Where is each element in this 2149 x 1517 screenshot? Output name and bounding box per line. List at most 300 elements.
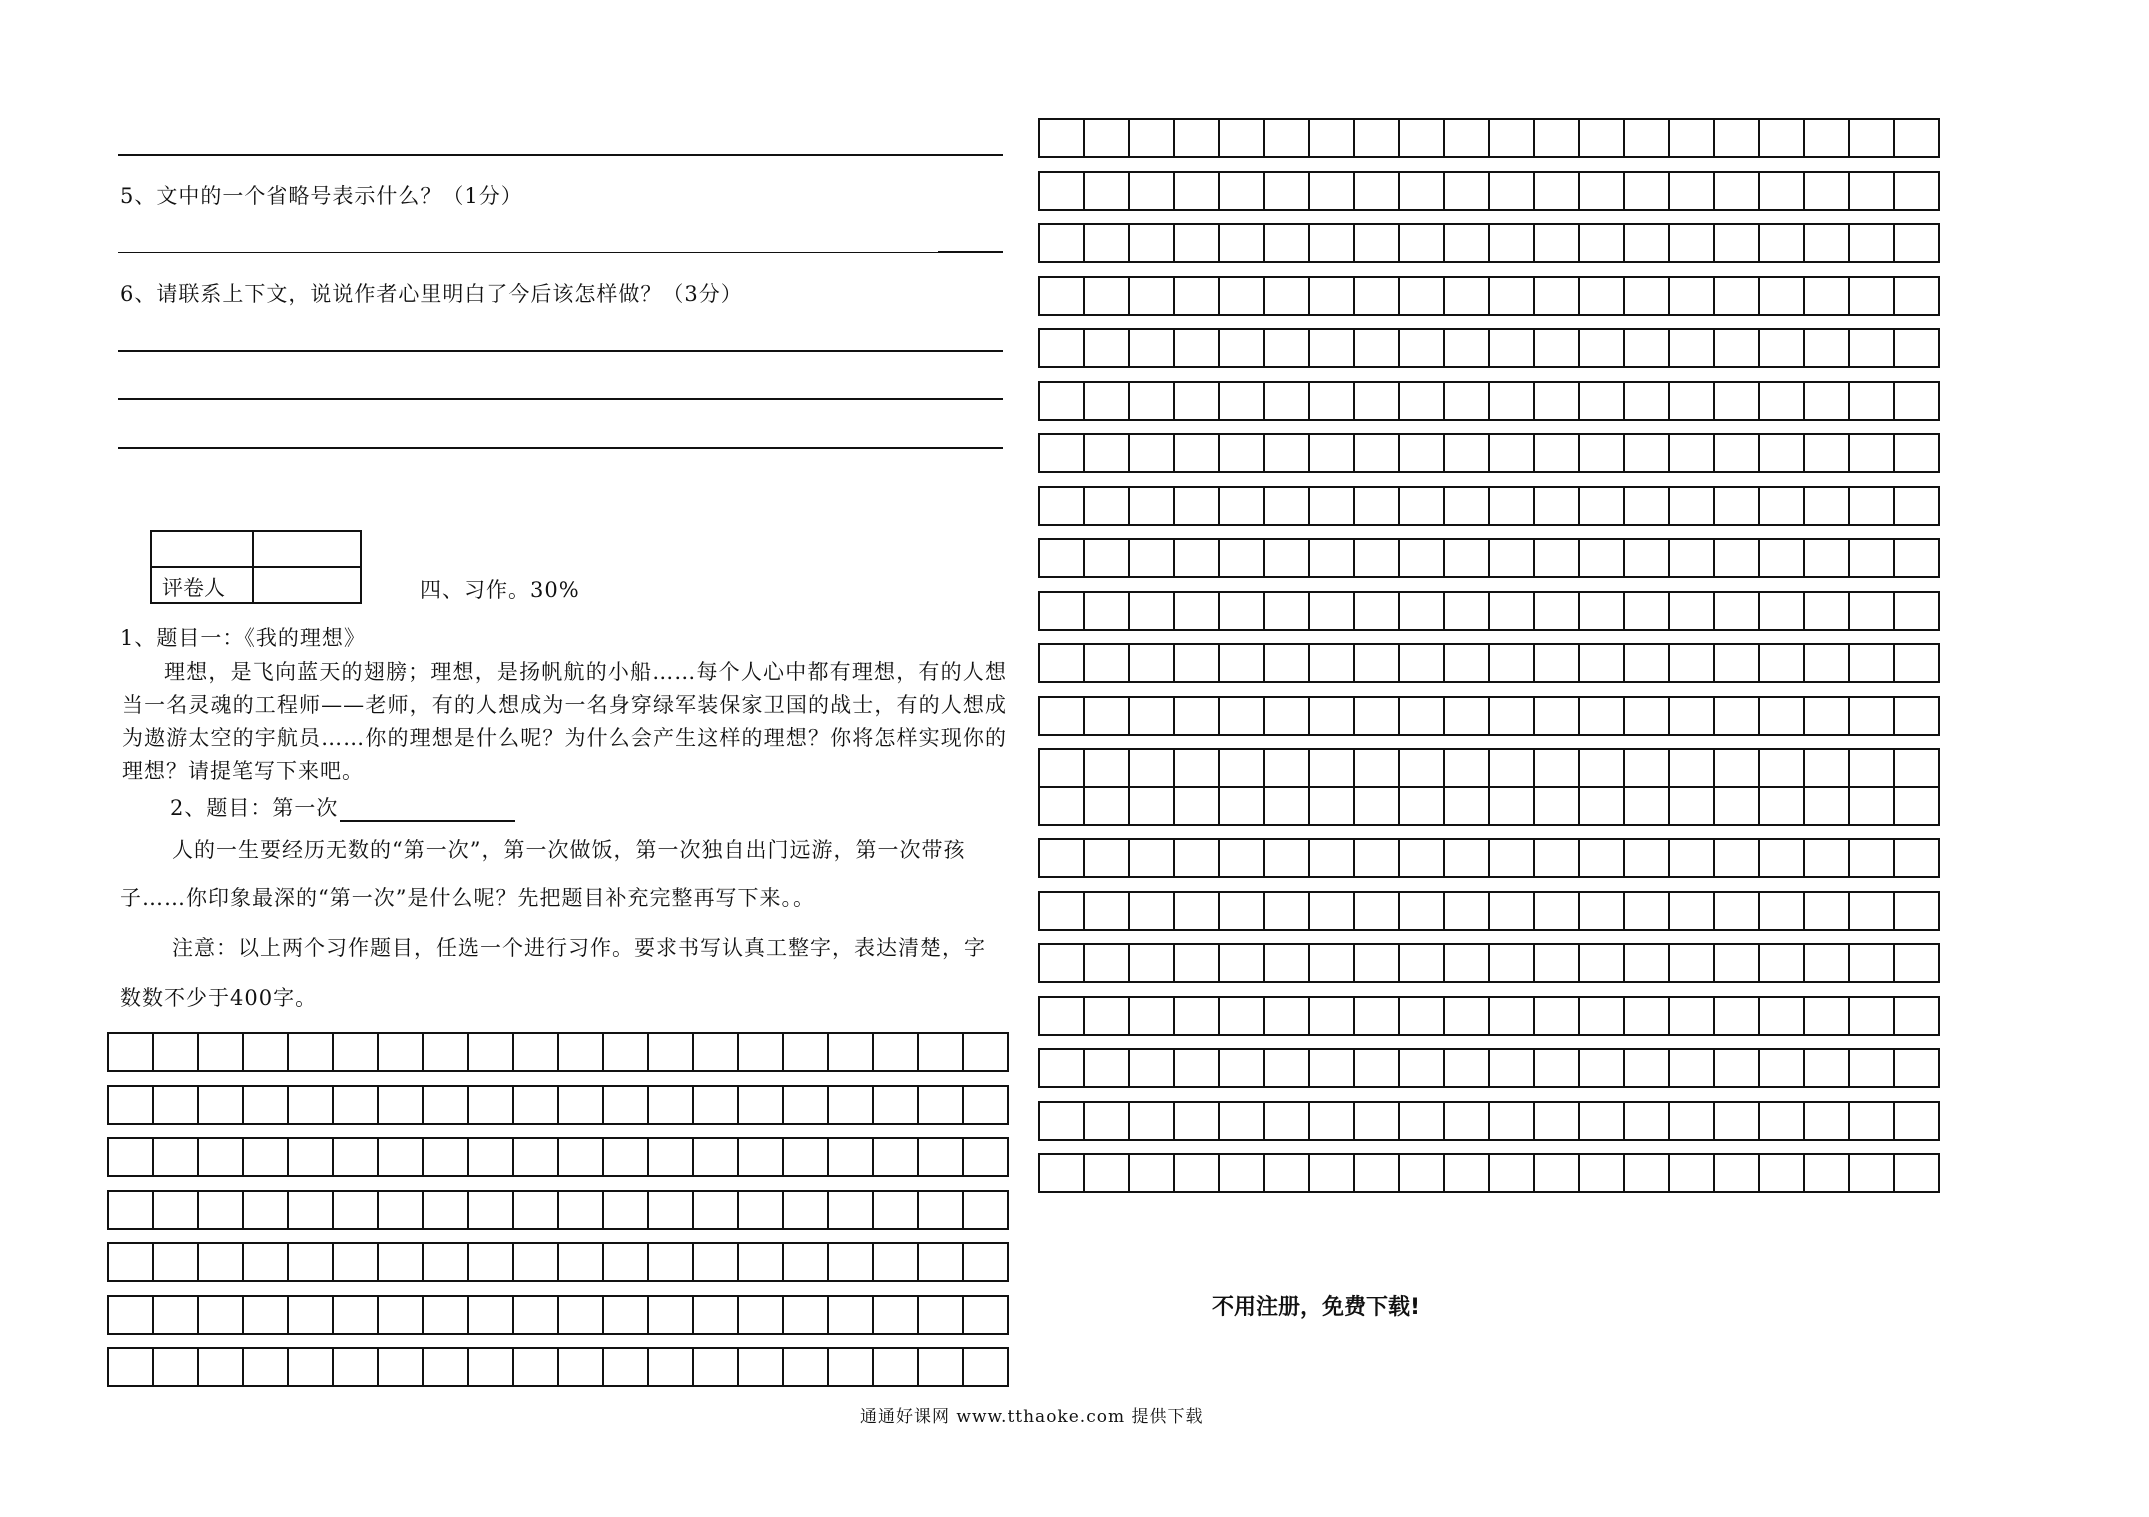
grid-cell[interactable] — [379, 1139, 424, 1177]
grid-cell[interactable] — [1040, 120, 1085, 158]
grid-cell[interactable] — [469, 1034, 514, 1072]
grid-cell[interactable] — [1085, 698, 1130, 736]
grid-cell[interactable] — [1040, 1103, 1085, 1141]
grid-cell[interactable] — [1670, 788, 1715, 826]
topic2-blank[interactable] — [340, 798, 515, 822]
grid-cell[interactable] — [649, 1034, 694, 1072]
grid-cell[interactable] — [1355, 225, 1400, 263]
grid-cell[interactable] — [1715, 225, 1760, 263]
grid-cell[interactable] — [1220, 893, 1265, 931]
grid-cell[interactable] — [1490, 1050, 1535, 1088]
grid-cell[interactable] — [1265, 840, 1310, 878]
grid-cell[interactable] — [1175, 1155, 1220, 1193]
grid-cell[interactable] — [1895, 330, 1940, 368]
grid-cell[interactable] — [1715, 173, 1760, 211]
grid-cell[interactable] — [1220, 435, 1265, 473]
grid-cell[interactable] — [1175, 488, 1220, 526]
grid-cell[interactable] — [1805, 173, 1850, 211]
grid-cell[interactable] — [1355, 120, 1400, 158]
grid-cell[interactable] — [1085, 540, 1130, 578]
grid-cell[interactable] — [1445, 998, 1490, 1036]
grid-cell[interactable] — [919, 1244, 964, 1282]
grid-cell[interactable] — [1130, 488, 1175, 526]
grid-cell[interactable] — [694, 1244, 739, 1282]
grid-cell[interactable] — [1085, 330, 1130, 368]
grid-cell[interactable] — [1265, 488, 1310, 526]
grid-cell[interactable] — [1400, 173, 1445, 211]
grid-cell[interactable] — [1130, 998, 1175, 1036]
grid-cell[interactable] — [244, 1034, 289, 1072]
grid-cell[interactable] — [1760, 383, 1805, 421]
grid-cell[interactable] — [1355, 1103, 1400, 1141]
grid-cell[interactable] — [334, 1139, 379, 1177]
grid-cell[interactable] — [1175, 788, 1220, 826]
grid-cell[interactable] — [1760, 645, 1805, 683]
grid-cell[interactable] — [1760, 278, 1805, 316]
grid-cell[interactable] — [1265, 945, 1310, 983]
grid-cell[interactable] — [1760, 173, 1805, 211]
grid-cell[interactable] — [1040, 593, 1085, 631]
grid-cell[interactable] — [1760, 1050, 1805, 1088]
grid-cell[interactable] — [154, 1297, 199, 1335]
grid-cell[interactable] — [1805, 788, 1850, 826]
grid-cell[interactable] — [1265, 278, 1310, 316]
grid-cell[interactable] — [1760, 840, 1805, 878]
grid-cell[interactable] — [1895, 1103, 1940, 1141]
grid-cell[interactable] — [1895, 945, 1940, 983]
grid-cell[interactable] — [1220, 698, 1265, 736]
grid-cell[interactable] — [1580, 540, 1625, 578]
grid-cell[interactable] — [1400, 330, 1445, 368]
grid-cell[interactable] — [1130, 120, 1175, 158]
grid-cell[interactable] — [1850, 893, 1895, 931]
grid-cell[interactable] — [1805, 225, 1850, 263]
grid-cell[interactable] — [649, 1297, 694, 1335]
grid-cell[interactable] — [1085, 1050, 1130, 1088]
grid-cell[interactable] — [1310, 945, 1355, 983]
grid-cell[interactable] — [1805, 540, 1850, 578]
grid-cell[interactable] — [1760, 120, 1805, 158]
grid-cell[interactable] — [1580, 120, 1625, 158]
grid-cell[interactable] — [109, 1034, 154, 1072]
grid-cell[interactable] — [1355, 645, 1400, 683]
grid-cell[interactable] — [1445, 1050, 1490, 1088]
grid-cell[interactable] — [1715, 840, 1760, 878]
grid-cell[interactable] — [1895, 998, 1940, 1036]
grid-cell[interactable] — [1850, 1155, 1895, 1193]
grid-cell[interactable] — [1580, 998, 1625, 1036]
grid-cell[interactable] — [739, 1349, 784, 1387]
grid-cell[interactable] — [1535, 788, 1580, 826]
grid-cell[interactable] — [1490, 120, 1535, 158]
grid-cell[interactable] — [1175, 698, 1220, 736]
grid-cell[interactable] — [1220, 488, 1265, 526]
grid-cell[interactable] — [1400, 998, 1445, 1036]
grid-cell[interactable] — [199, 1244, 244, 1282]
grid-cell[interactable] — [334, 1297, 379, 1335]
grid-cell[interactable] — [1850, 593, 1895, 631]
grid-cell[interactable] — [1400, 593, 1445, 631]
grid-cell[interactable] — [1895, 435, 1940, 473]
grid-cell[interactable] — [1040, 330, 1085, 368]
grid-cell[interactable] — [1625, 540, 1670, 578]
grid-cell[interactable] — [784, 1192, 829, 1230]
grid-cell[interactable] — [1625, 750, 1670, 788]
grid-cell[interactable] — [244, 1297, 289, 1335]
grid-cell[interactable] — [1580, 1103, 1625, 1141]
grid-cell[interactable] — [1400, 1103, 1445, 1141]
grid-cell[interactable] — [1670, 435, 1715, 473]
grid-cell[interactable] — [1400, 750, 1445, 788]
grid-cell[interactable] — [1310, 750, 1355, 788]
grid-cell[interactable] — [1895, 540, 1940, 578]
grid-cell[interactable] — [1445, 893, 1490, 931]
grid-cell[interactable] — [1850, 698, 1895, 736]
grid-cell[interactable] — [1805, 330, 1850, 368]
grid-cell[interactable] — [1760, 435, 1805, 473]
grid-cell[interactable] — [1490, 945, 1535, 983]
grid-cell[interactable] — [1310, 593, 1355, 631]
grid-cell[interactable] — [1535, 540, 1580, 578]
grid-cell[interactable] — [1490, 788, 1535, 826]
grid-cell[interactable] — [1310, 998, 1355, 1036]
grid-cell[interactable] — [919, 1087, 964, 1125]
grid-cell[interactable] — [964, 1192, 1009, 1230]
grid-cell[interactable] — [1130, 840, 1175, 878]
grid-cell[interactable] — [1760, 698, 1805, 736]
grid-cell[interactable] — [1715, 330, 1760, 368]
grid-cell[interactable] — [1355, 750, 1400, 788]
grid-cell[interactable] — [1760, 750, 1805, 788]
grid-cell[interactable] — [1670, 488, 1715, 526]
grid-cell[interactable] — [649, 1244, 694, 1282]
grid-cell[interactable] — [1085, 383, 1130, 421]
grid-cell[interactable] — [1130, 1103, 1175, 1141]
grid-cell[interactable] — [1040, 278, 1085, 316]
grid-cell[interactable] — [1175, 383, 1220, 421]
grid-cell[interactable] — [964, 1139, 1009, 1177]
grid-cell[interactable] — [424, 1139, 469, 1177]
grid-cell[interactable] — [1670, 893, 1715, 931]
grid-cell[interactable] — [1310, 330, 1355, 368]
grid-cell[interactable] — [109, 1349, 154, 1387]
grid-cell[interactable] — [1850, 225, 1895, 263]
grid-cell[interactable] — [379, 1297, 424, 1335]
grid-cell[interactable] — [1130, 645, 1175, 683]
grid-cell[interactable] — [289, 1349, 334, 1387]
grid-cell[interactable] — [964, 1244, 1009, 1282]
grid-cell[interactable] — [1805, 435, 1850, 473]
grid-cell[interactable] — [1310, 120, 1355, 158]
grid-cell[interactable] — [1805, 893, 1850, 931]
grid-cell[interactable] — [1625, 330, 1670, 368]
grid-cell[interactable] — [1355, 383, 1400, 421]
grid-cell[interactable] — [1580, 435, 1625, 473]
grid-cell[interactable] — [1220, 840, 1265, 878]
grid-cell[interactable] — [514, 1087, 559, 1125]
grid-cell[interactable] — [1805, 1103, 1850, 1141]
grid-cell[interactable] — [1040, 698, 1085, 736]
grid-cell[interactable] — [1445, 750, 1490, 788]
grid-cell[interactable] — [1400, 893, 1445, 931]
grid-cell[interactable] — [1760, 593, 1805, 631]
grid-cell[interactable] — [919, 1192, 964, 1230]
grid-cell[interactable] — [1445, 593, 1490, 631]
grid-cell[interactable] — [1580, 645, 1625, 683]
grid-cell[interactable] — [1580, 173, 1625, 211]
grid-cell[interactable] — [1670, 750, 1715, 788]
grid-cell[interactable] — [1490, 998, 1535, 1036]
grid-cell[interactable] — [109, 1244, 154, 1282]
grid-cell[interactable] — [604, 1244, 649, 1282]
grid-cell[interactable] — [1040, 1050, 1085, 1088]
grid-cell[interactable] — [1265, 120, 1310, 158]
grid-cell[interactable] — [694, 1034, 739, 1072]
grid-cell[interactable] — [1715, 488, 1760, 526]
grid-cell[interactable] — [1895, 225, 1940, 263]
grid-cell[interactable] — [1625, 173, 1670, 211]
grid-cell[interactable] — [1445, 645, 1490, 683]
grid-cell[interactable] — [1040, 435, 1085, 473]
grid-cell[interactable] — [469, 1349, 514, 1387]
grid-cell[interactable] — [154, 1349, 199, 1387]
grid-cell[interactable] — [1805, 1155, 1850, 1193]
grid-cell[interactable] — [424, 1034, 469, 1072]
grid-cell[interactable] — [1895, 645, 1940, 683]
grid-cell[interactable] — [1130, 1155, 1175, 1193]
grid-cell[interactable] — [1445, 698, 1490, 736]
grid-cell[interactable] — [604, 1087, 649, 1125]
grid-cell[interactable] — [154, 1087, 199, 1125]
grid-cell[interactable] — [109, 1297, 154, 1335]
grid-cell[interactable] — [694, 1297, 739, 1335]
grid-cell[interactable] — [1580, 788, 1625, 826]
grid-cell[interactable] — [469, 1192, 514, 1230]
grid-cell[interactable] — [1175, 435, 1220, 473]
score-value-cell[interactable] — [253, 531, 361, 567]
grid-cell[interactable] — [1490, 750, 1535, 788]
grid-cell[interactable] — [1535, 435, 1580, 473]
grid-cell[interactable] — [1850, 173, 1895, 211]
grid-cell[interactable] — [874, 1087, 919, 1125]
grid-cell[interactable] — [1670, 998, 1715, 1036]
grid-cell[interactable] — [1670, 225, 1715, 263]
grid-cell[interactable] — [1445, 840, 1490, 878]
grid-cell[interactable] — [1220, 593, 1265, 631]
grid-cell[interactable] — [1670, 1103, 1715, 1141]
grid-cell[interactable] — [1265, 383, 1310, 421]
grid-cell[interactable] — [739, 1192, 784, 1230]
grid-cell[interactable] — [1040, 540, 1085, 578]
grid-cell[interactable] — [1130, 698, 1175, 736]
grid-cell[interactable] — [1085, 893, 1130, 931]
grid-cell[interactable] — [1265, 698, 1310, 736]
grid-cell[interactable] — [1310, 488, 1355, 526]
grid-cell[interactable] — [1670, 173, 1715, 211]
grid-cell[interactable] — [424, 1349, 469, 1387]
grid-cell[interactable] — [1535, 945, 1580, 983]
grid-cell[interactable] — [1445, 788, 1490, 826]
grid-cell[interactable] — [1220, 330, 1265, 368]
grid-cell[interactable] — [514, 1297, 559, 1335]
grid-cell[interactable] — [1535, 645, 1580, 683]
grid-cell[interactable] — [1265, 225, 1310, 263]
grid-cell[interactable] — [1625, 893, 1670, 931]
grid-cell[interactable] — [1535, 998, 1580, 1036]
grid-cell[interactable] — [1355, 698, 1400, 736]
grid-cell[interactable] — [469, 1297, 514, 1335]
answer-line[interactable] — [118, 447, 1003, 449]
grid-cell[interactable] — [1625, 1155, 1670, 1193]
grid-cell[interactable] — [1490, 840, 1535, 878]
grid-cell[interactable] — [1130, 750, 1175, 788]
grid-cell[interactable] — [1220, 750, 1265, 788]
grid-cell[interactable] — [109, 1192, 154, 1230]
grid-cell[interactable] — [1265, 540, 1310, 578]
grid-cell[interactable] — [514, 1034, 559, 1072]
grid-cell[interactable] — [1175, 540, 1220, 578]
grid-cell[interactable] — [964, 1297, 1009, 1335]
grid-cell[interactable] — [1085, 645, 1130, 683]
grid-cell[interactable] — [1400, 645, 1445, 683]
grid-cell[interactable] — [1085, 788, 1130, 826]
grid-cell[interactable] — [1445, 488, 1490, 526]
grid-cell[interactable] — [1850, 488, 1895, 526]
grid-cell[interactable] — [1175, 893, 1220, 931]
grid-cell[interactable] — [1895, 488, 1940, 526]
grid-cell[interactable] — [199, 1192, 244, 1230]
grid-cell[interactable] — [289, 1087, 334, 1125]
grid-cell[interactable] — [199, 1139, 244, 1177]
grid-cell[interactable] — [874, 1139, 919, 1177]
grid-cell[interactable] — [1850, 435, 1895, 473]
grid-cell[interactable] — [1400, 1050, 1445, 1088]
grid-cell[interactable] — [1355, 893, 1400, 931]
grid-cell[interactable] — [1445, 383, 1490, 421]
grid-cell[interactable] — [1625, 998, 1670, 1036]
grid-cell[interactable] — [1220, 278, 1265, 316]
grid-cell[interactable] — [1355, 1050, 1400, 1088]
grid-cell[interactable] — [1265, 593, 1310, 631]
grid-cell[interactable] — [1400, 698, 1445, 736]
grid-cell[interactable] — [559, 1244, 604, 1282]
grid-cell[interactable] — [1400, 540, 1445, 578]
grid-cell[interactable] — [1355, 788, 1400, 826]
grid-cell[interactable] — [1040, 383, 1085, 421]
grid-cell[interactable] — [1715, 278, 1760, 316]
grid-cell[interactable] — [199, 1349, 244, 1387]
grid-cell[interactable] — [1445, 278, 1490, 316]
grid-cell[interactable] — [1490, 593, 1535, 631]
grid-cell[interactable] — [1490, 173, 1535, 211]
grid-cell[interactable] — [1220, 383, 1265, 421]
grid-cell[interactable] — [1400, 488, 1445, 526]
grid-cell[interactable] — [829, 1244, 874, 1282]
grid-cell[interactable] — [694, 1139, 739, 1177]
grid-cell[interactable] — [154, 1139, 199, 1177]
grid-cell[interactable] — [1490, 540, 1535, 578]
grid-cell[interactable] — [1895, 278, 1940, 316]
grid-cell[interactable] — [1490, 225, 1535, 263]
grid-cell[interactable] — [559, 1087, 604, 1125]
grid-cell[interactable] — [1220, 645, 1265, 683]
grid-cell[interactable] — [829, 1034, 874, 1072]
grid-cell[interactable] — [334, 1192, 379, 1230]
grid-cell[interactable] — [1715, 750, 1760, 788]
grid-cell[interactable] — [1085, 120, 1130, 158]
grid-cell[interactable] — [1850, 120, 1895, 158]
grid-cell[interactable] — [604, 1034, 649, 1072]
grid-cell[interactable] — [1220, 945, 1265, 983]
grid-cell[interactable] — [739, 1034, 784, 1072]
grid-cell[interactable] — [1310, 225, 1355, 263]
grid-cell[interactable] — [1670, 945, 1715, 983]
grid-cell[interactable] — [1175, 750, 1220, 788]
grid-cell[interactable] — [469, 1139, 514, 1177]
grid-cell[interactable] — [1715, 945, 1760, 983]
grid-cell[interactable] — [1445, 540, 1490, 578]
grid-cell[interactable] — [1670, 698, 1715, 736]
grid-cell[interactable] — [334, 1349, 379, 1387]
grid-cell[interactable] — [1580, 488, 1625, 526]
grid-cell[interactable] — [289, 1192, 334, 1230]
grid-cell[interactable] — [1805, 945, 1850, 983]
grid-cell[interactable] — [1310, 645, 1355, 683]
grid-cell[interactable] — [154, 1244, 199, 1282]
grid-cell[interactable] — [1220, 1103, 1265, 1141]
grid-cell[interactable] — [1085, 945, 1130, 983]
grid-cell[interactable] — [1310, 840, 1355, 878]
grid-cell[interactable] — [379, 1034, 424, 1072]
grid-cell[interactable] — [1715, 998, 1760, 1036]
grid-cell[interactable] — [874, 1192, 919, 1230]
grid-cell[interactable] — [1130, 383, 1175, 421]
grid-cell[interactable] — [1310, 435, 1355, 473]
grid-cell[interactable] — [199, 1034, 244, 1072]
grid-cell[interactable] — [1490, 698, 1535, 736]
grid-cell[interactable] — [559, 1034, 604, 1072]
grid-cell[interactable] — [1625, 278, 1670, 316]
grid-cell[interactable] — [1625, 435, 1670, 473]
grid-cell[interactable] — [649, 1139, 694, 1177]
grid-cell[interactable] — [1490, 645, 1535, 683]
grid-cell[interactable] — [559, 1139, 604, 1177]
grid-cell[interactable] — [244, 1139, 289, 1177]
grid-cell[interactable] — [1400, 383, 1445, 421]
grid-cell[interactable] — [1400, 435, 1445, 473]
grid-cell[interactable] — [1535, 840, 1580, 878]
grid-cell[interactable] — [1625, 120, 1670, 158]
grid-cell[interactable] — [1715, 435, 1760, 473]
grid-cell[interactable] — [1085, 1155, 1130, 1193]
grid-cell[interactable] — [1130, 173, 1175, 211]
grid-cell[interactable] — [1400, 120, 1445, 158]
grid-cell[interactable] — [1265, 1103, 1310, 1141]
grid-cell[interactable] — [1355, 840, 1400, 878]
grid-cell[interactable] — [199, 1087, 244, 1125]
grid-cell[interactable] — [1760, 893, 1805, 931]
grid-cell[interactable] — [1760, 488, 1805, 526]
grid-cell[interactable] — [1850, 383, 1895, 421]
grid-cell[interactable] — [1085, 488, 1130, 526]
grid-cell[interactable] — [1085, 173, 1130, 211]
grid-cell[interactable] — [1355, 1155, 1400, 1193]
grid-cell[interactable] — [1445, 1103, 1490, 1141]
grid-cell[interactable] — [1130, 945, 1175, 983]
grid-cell[interactable] — [1580, 593, 1625, 631]
grid-cell[interactable] — [514, 1192, 559, 1230]
grid-cell[interactable] — [1490, 330, 1535, 368]
